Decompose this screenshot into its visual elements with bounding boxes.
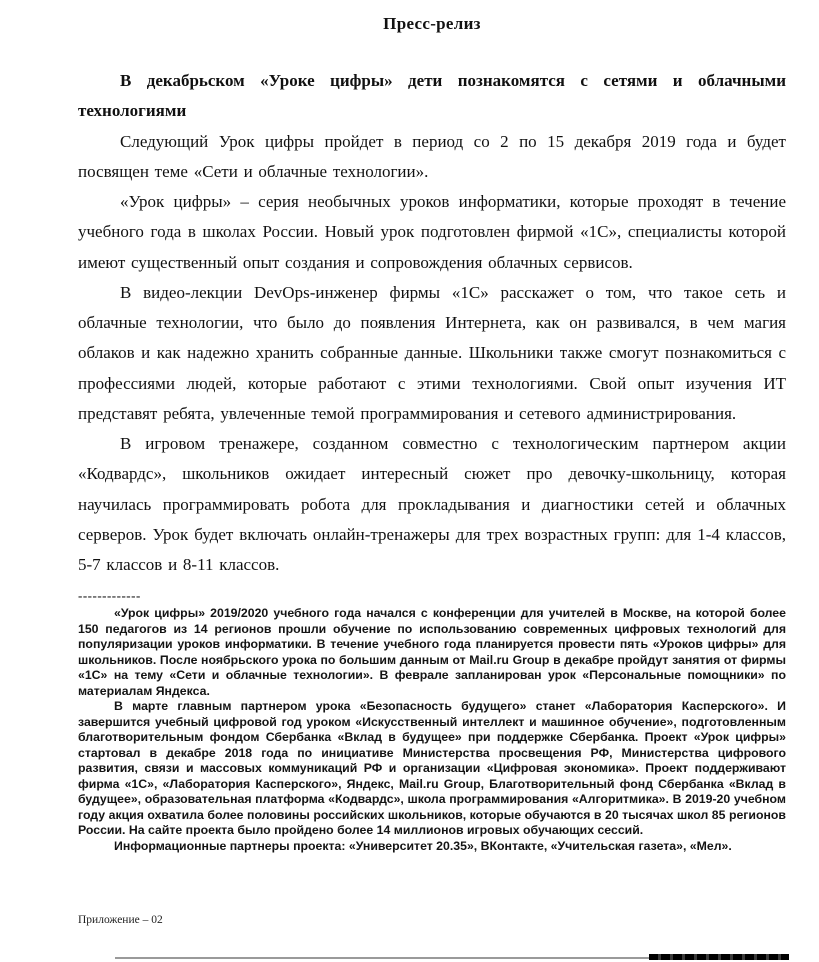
scan-artifact-barcode (649, 954, 789, 960)
attachment-label: Приложение – 02 (78, 914, 163, 926)
body-paragraph: «Урок цифры» – серия необычных уроков информатики, которые проходят в течение учебного года в школах России. Новый урок подготовлен фирмой «1С», специалисты которой имеют существенный опыт создания и сопровождения облачных сервисов. (78, 192, 786, 272)
footnote-divider: ------------- (78, 588, 141, 604)
footnote-paragraph: В марте главным партнером урока «Безопасность будущего» станет «Лаборатория Касперского». И завершится учебный цифровой год уроком «Искусственный интеллект и машинное обучение», подготовленным благотворительным фондом Сбербанка «Вклад в будущее» при поддержке Сбербанка. Проект «Урок цифры» стартовал в декабре 2018 года по инициативе Министерства просвещения РФ, Министерства цифрового развития, связи и массовых коммуникаций РФ и организации «Цифровая экономика». Проект поддерживают фирма «1С», «Лаборатория Касперского», Яндекс, Mail.ru Group, Благотворительный фонд Сбербанка «Вклад в будущее», образовательная платформа «Кодвардс», школа программирования «Алгоритмика». В 2019-20 учебном году акция охватила более половины российских школьников, которые обучаются в 20 тысячах школ 85 регионов России. На сайте проекта было пройдено более 14 миллионов игровых обучающих сессий. (78, 699, 786, 838)
footnote-paragraph: «Урок цифры» 2019/2020 учебного года начался с конференции для учителей в Москве, на которой более 150 педагогов из 14 регионов прошли обучение по использованию современных цифровых технологий для популяризации уроков информатики. В течение учебного года планируется провести пять «Уроков цифры» для школьников. После ноябрьского урока по большим данным от Mail.ru Group в декабре пройдут занятия от фирмы «1С» на тему «Сети и облачные технологии». В феврале запланирован урок «Персональные помощники» по материалам Яндекса. (78, 606, 786, 698)
footnote-paragraph: Информационные партнеры проекта: «Университет 20.35», ВКонтакте, «Учительская газета», «Мел». (114, 838, 732, 853)
document-heading: В декабрьском «Уроке цифры» дети познакомятся с сетями и облачными технологиями (78, 71, 786, 121)
page-title: Пресс-релиз (383, 14, 481, 33)
footnote-block (78, 606, 786, 854)
body-paragraph: Следующий Урок цифры пройдет в период со 2 по 15 декабря 2019 года и будет посвящен теме «Сети и облачные технологии». (78, 131, 786, 181)
body-paragraph: В игровом тренажере, созданном совместно с технологическим партнером акции «Кодвардс», школьников ожидает интересный сюжет про девочку-школьницу, которая научилась программировать робота для прокладывания и диагностики сетей и облачных серверов. Урок будет включать онлайн-тренажеры для трех возрастных групп: для 1-4 классов, 5-7 классов и 8-11 классов. (78, 434, 786, 574)
body-paragraph: В видео-лекции DevOps-инженер фирмы «1С» расскажет о том, что такое сеть и облачные технологии, что было до появления Интернета, как он развивался, в чем магия облаков и как надежно хранить собранные данные. Школьники также смогут познакомиться с профессиями людей, которые работают с этими технологиями. Свой опыт изучения ИТ представят ребята, увлеченные темой программирования и сетевого администрирования. (78, 282, 786, 423)
